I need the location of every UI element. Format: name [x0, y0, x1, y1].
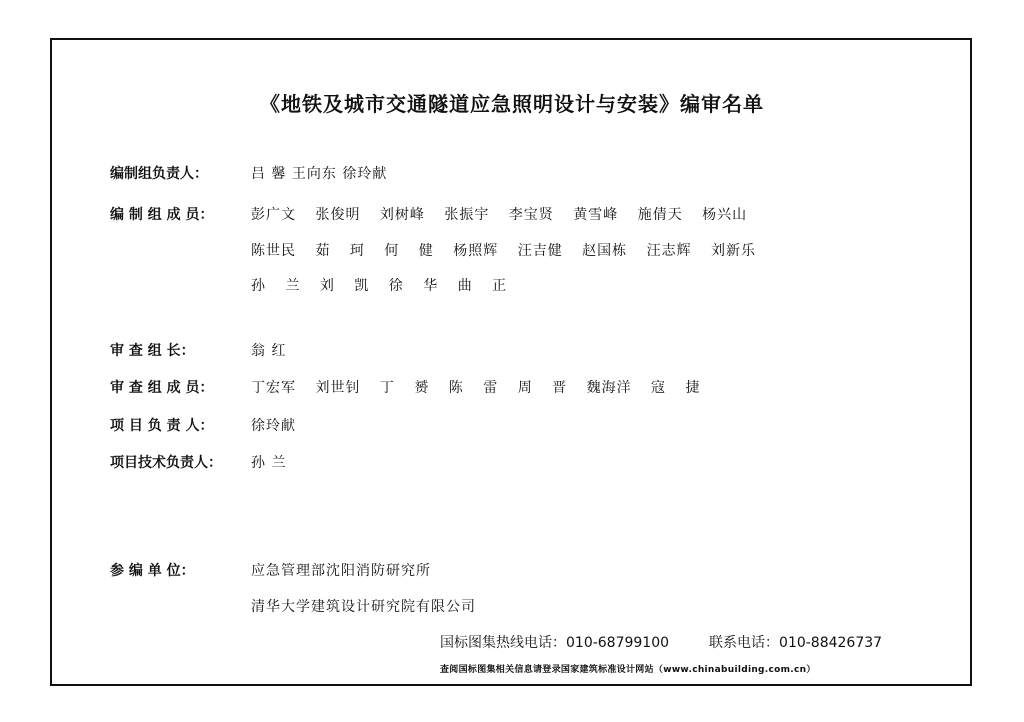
members-label: 编 制 组 成 员： — [110, 207, 214, 223]
row-members — [110, 204, 748, 224]
members-line3: 孙 兰 刘 凯 徐 华 曲 正 — [251, 278, 508, 294]
row-review-leader — [110, 340, 287, 360]
website-note: 查阅国标图集相关信息请登录国家建筑标准设计网站（www.chinabuilding.com.cn） — [440, 665, 816, 675]
row-tech-lead — [110, 452, 287, 472]
row-review-members — [110, 377, 701, 397]
project-lead-label: 项 目 负 责 人： — [110, 418, 214, 434]
row-participants — [110, 560, 431, 580]
document-frame — [50, 38, 972, 686]
members-line2: 陈世民 茹 珂 何 健 杨照辉 汪吉健 赵国栋 汪志辉 刘新乐 — [251, 243, 757, 259]
review-members-label: 审 查 组 成 员： — [110, 380, 214, 396]
review-leader-value: 翁 红 — [251, 343, 287, 359]
participants-line1: 应急管理部沈阳消防研究所 — [251, 563, 431, 579]
review-leader-label: 审 查 组 长： — [110, 343, 195, 359]
leader-value: 吕 馨 王向东 徐玲献 — [251, 166, 388, 182]
review-members-value: 丁宏军 刘世钊 丁 赟 陈 雷 周 晋 魏海洋 寇 捷 — [251, 380, 701, 396]
hotline-text: 国标图集热线电话：010-68799100 — [440, 635, 670, 651]
participants-label: 参 编 单 位： — [110, 563, 195, 579]
row-project-lead — [110, 415, 296, 435]
participants-line2: 清华大学建筑设计研究院有限公司 — [251, 599, 476, 615]
project-lead-value: 徐玲献 — [251, 418, 296, 434]
members-line1: 彭广文 张俊明 刘树峰 张振宇 李宝贤 黄雪峰 施倩天 杨兴山 — [251, 207, 748, 223]
document-title: 《地铁及城市交通隧道应急照明设计与安装》编审名单 — [260, 92, 764, 116]
tech-lead-value: 孙 兰 — [251, 455, 287, 471]
leader-label: 编制组负责人： — [110, 166, 208, 182]
row-leader — [110, 163, 388, 183]
tech-lead-label: 项目技术负责人： — [110, 455, 222, 471]
contact-text: 联系电话：010-88426737 — [709, 635, 883, 651]
hotline-line — [440, 632, 882, 652]
